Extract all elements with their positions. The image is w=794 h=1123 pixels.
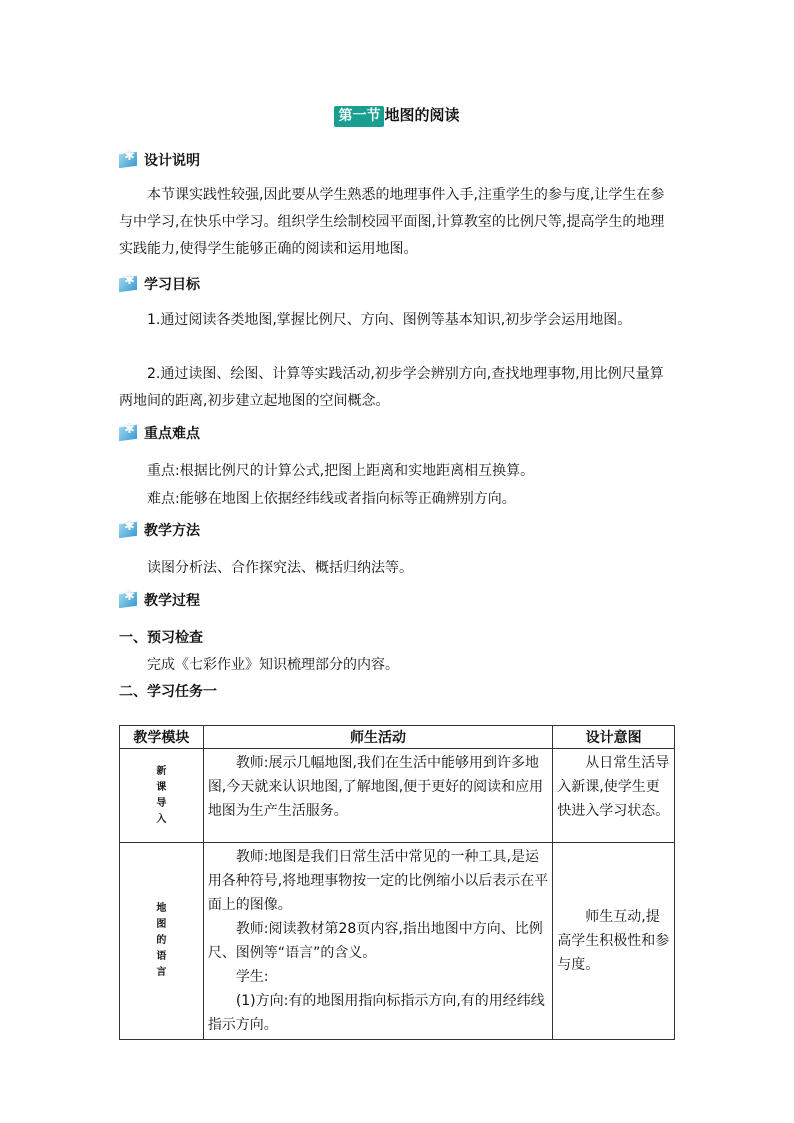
difficult-point: 难点:能够在地图上依据经纬线或者指向标等正确辨别方向。 (147, 491, 516, 507)
activity-cell (203, 749, 552, 843)
part1-text: 完成《七彩作业》知识梳理部分的内容。 (147, 657, 399, 673)
section-keypoints (119, 423, 200, 443)
module-char: 入 (156, 813, 167, 825)
design-cell (553, 843, 675, 1040)
module-char: 图 (156, 919, 167, 930)
section-methods (119, 520, 200, 540)
book-star-icon: ✱ (119, 591, 141, 609)
section-heading: 教学方法 (144, 523, 200, 539)
module-char: 言 (156, 967, 167, 978)
goal-item-2: 2.通过读图、绘图、计算等实践活动,初步学会辨别方向,查找地理事物,用比例尺量算两地间的距离,初步建立起地图的空间概念。 (119, 366, 664, 409)
design-cell (553, 749, 675, 843)
lesson-table (119, 725, 675, 1040)
section-heading: 重点难点 (144, 426, 200, 442)
title-text: 地图的阅读 (384, 106, 460, 124)
module-char: 导 (156, 797, 167, 809)
module-char: 的 (156, 935, 167, 946)
book-star-icon: ✱ (119, 275, 141, 293)
activity-text: 教师:展示几幅地图,我们在生活中能够用到许多地图,今天就来认识地图,了解地图,便于更好的阅读和应用地图为生产生活服务。 (207, 755, 544, 819)
module-char: 语 (156, 951, 167, 962)
header-activity: 师生活动 (203, 726, 552, 749)
module-char: 地 (156, 903, 167, 914)
part1-heading: 一、预习检查 (119, 630, 203, 646)
activity-cell (203, 843, 552, 1040)
section-heading: 设计说明 (144, 153, 200, 169)
header-design: 设计意图 (553, 726, 675, 749)
key-point: 重点:根据比例尺的计算公式,把图上距离和实地距离相互换算。 (147, 463, 535, 479)
activity-text: (1)方向:有的地图用指向标指示方向,有的用经纬线指示方向。 (207, 993, 545, 1033)
activity-text: 教师:地图是我们日常生活中常见的一种工具,是运用各种符号,将地理事物按一定的比例缩小以后表示在平面上的图像。 (207, 849, 549, 913)
design-text: 师生互动,提高学生积极性和参与度。 (557, 909, 670, 973)
section-design (119, 150, 200, 170)
activity-text: 学生: (235, 969, 269, 985)
book-star-icon: ✱ (119, 424, 141, 442)
methods-text: 读图分析法、合作探究法、概括归纳法等。 (147, 560, 413, 576)
activity-text: 教师:阅读教材第28页内容,指出地图中方向、比例尺、图例等“语言”的含义。 (207, 921, 543, 961)
section-goals (119, 274, 200, 294)
table-row (120, 843, 675, 1040)
table-row (120, 749, 675, 843)
section-heading: 教学过程 (144, 593, 200, 609)
part2-heading: 二、学习任务一 (119, 684, 217, 700)
page-title (0, 104, 794, 127)
module-char: 课 (156, 781, 167, 793)
section-heading: 学习目标 (144, 277, 200, 293)
goal-item-1: 1.通过阅读各类地图,掌握比例尺、方向、图例等基本知识,初步学会运用地图。 (147, 312, 632, 328)
module-char: 新 (156, 765, 167, 777)
module-cell (120, 749, 204, 843)
design-text: 从日常生活导入新课,使学生更快进入学习状态。 (557, 755, 670, 819)
section-badge: 第一节 (334, 106, 384, 127)
book-star-icon: ✱ (119, 151, 141, 169)
header-module: 教学模块 (120, 726, 204, 749)
book-star-icon: ✱ (119, 521, 141, 539)
design-text: 本节课实践性较强,因此要从学生熟悉的地理事件入手,注重学生的参与度,让学生在参与中学习,在快乐中学习。组织学生绘制校园平面图,计算教室的比例尺等,提高学生的地理实践能力,使得学生能够正确的阅读和运用地图。 (119, 187, 665, 257)
table-header-row (120, 726, 675, 749)
section-process (119, 590, 200, 610)
module-cell (120, 843, 204, 1040)
